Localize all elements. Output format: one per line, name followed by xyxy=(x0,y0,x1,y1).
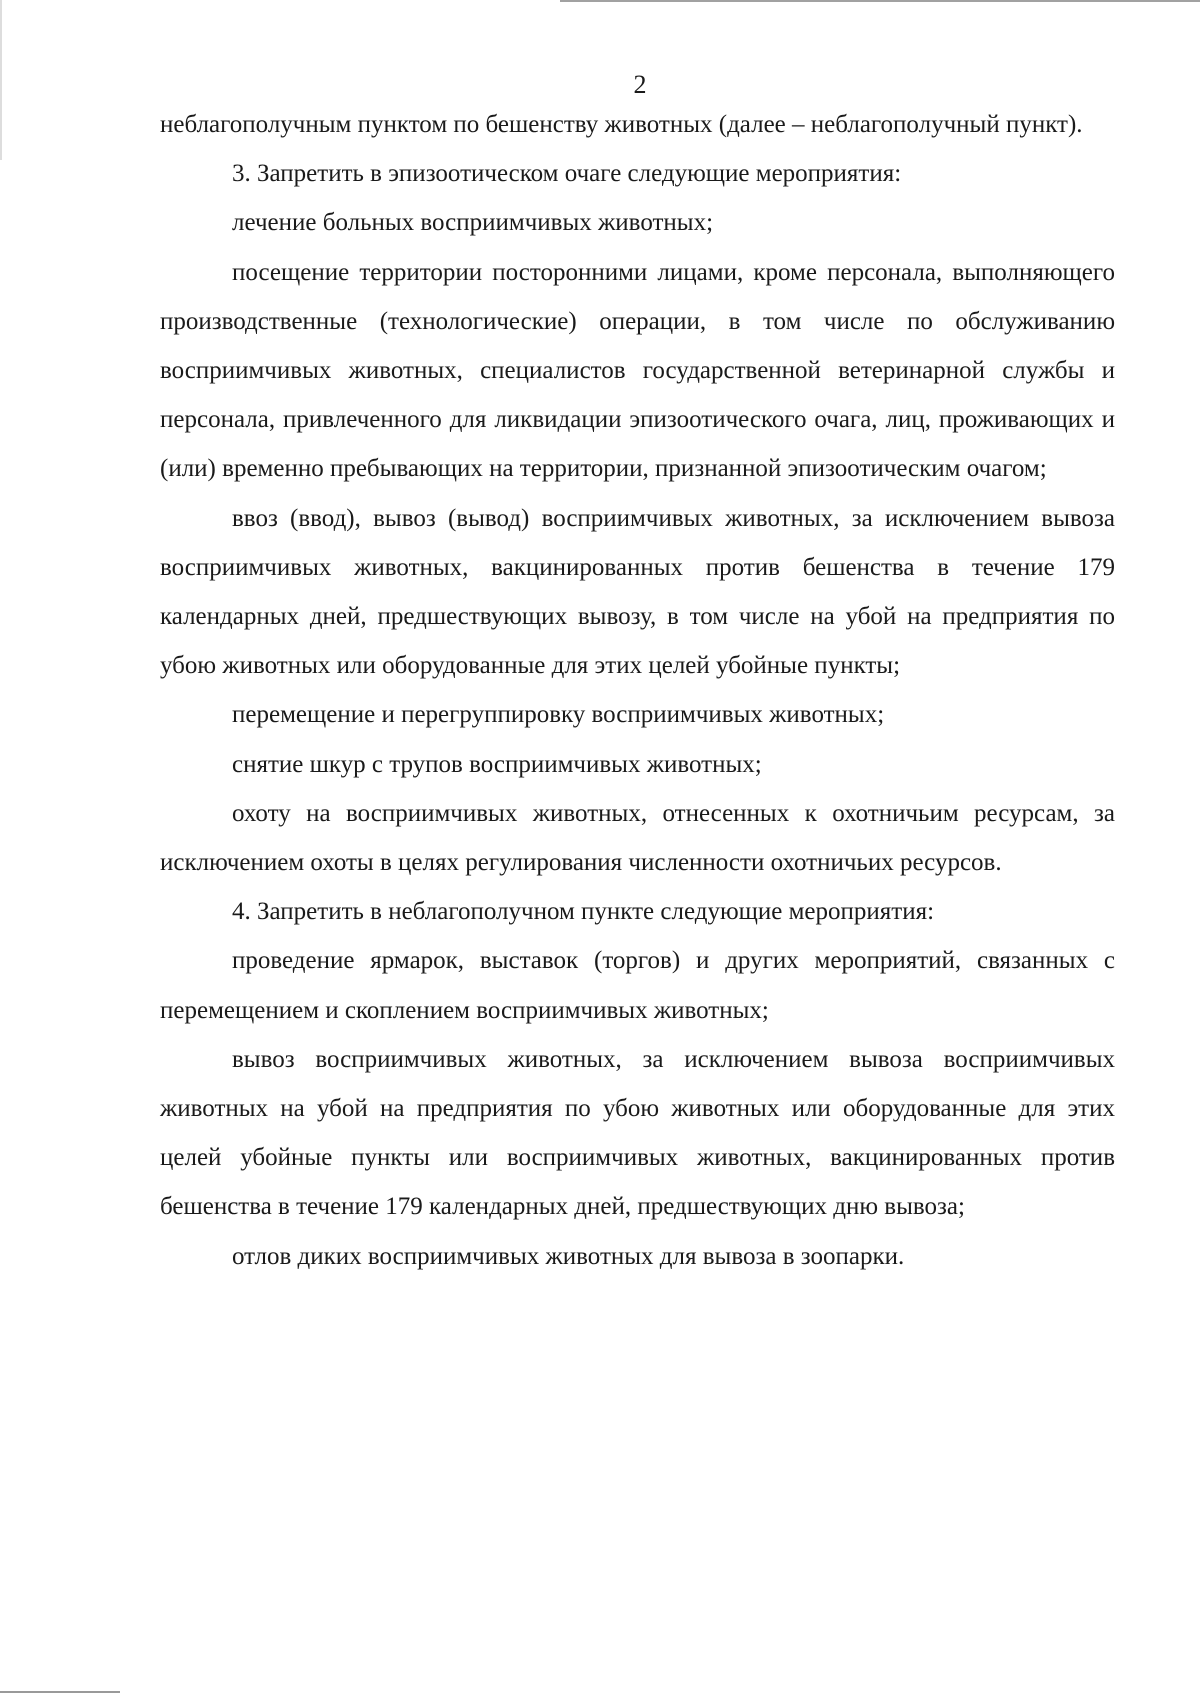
paragraph-list-item: снятие шкур с трупов восприимчивых животных; xyxy=(232,750,762,778)
paragraph-list-item: отлов диких восприимчивых животных для вывоза в зоопарки. xyxy=(232,1242,905,1270)
document-body xyxy=(160,100,1115,1281)
paragraph-continuation: неблагополучным пунктом по бешенству животных (далее – неблагополучный пункт). xyxy=(160,111,1083,138)
paragraph-item-3-heading: 3. Запретить в эпизоотическом очаге следующие мероприятия: xyxy=(232,160,902,188)
paragraph-list-item: перемещение и перегруппировку восприимчивых животных; xyxy=(232,701,885,729)
page-number: 2 xyxy=(633,70,647,99)
scan-artifact-top-line xyxy=(560,0,1200,2)
paragraph-list-item: охоту на восприимчивых животных, отнесенных к охотничьим ресурсам, за исключением охоты в целях регулирования численности охотничьих ресурсов. xyxy=(160,799,1115,877)
paragraph-list-item: вывоз восприимчивых животных, за исключением вывоза восприимчивых животных на убой на предприятия по убою животных или оборудованные для этих целей убойные пункты или восприимчивых животных, вакцинированных против бешенства в течение 179 календарных дней, предшествующих дню вывоза; xyxy=(160,1045,1115,1221)
scan-artifact-bottom-line xyxy=(0,1691,120,1693)
paragraph-list-item: лечение больных восприимчивых животных; xyxy=(232,209,714,237)
paragraph-list-item: ввоз (ввод), вывоз (вывод) восприимчивых животных, за исключением вывоза восприимчивых животных, вакцинированных против бешенства в течение 179 календарных дней, предшествующих вывозу, в том числе на убой на предприятия по убою животных или оборудованные для этих целей убойные пункты; xyxy=(160,504,1115,680)
paragraph-list-item: проведение ярмарок, выставок (торгов) и других мероприятий, связанных с перемещением и скоплением восприимчивых животных; xyxy=(160,947,1115,1024)
paragraph-item-4-heading: 4. Запретить в неблагополучном пункте следующие мероприятия: xyxy=(232,898,935,926)
paragraph-list-item: посещение территории посторонними лицами, кроме персонала, выполняющего производственные (технологические) операции, в том числе по обслуживанию восприимчивых животных, специалистов государственной ветеринарной службы и персонала, привлеченного для ликвидации эпизоотического очага, лиц, проживающих и (или) временно пребывающих на территории, признанной эпизоотическим очагом; xyxy=(160,258,1115,483)
